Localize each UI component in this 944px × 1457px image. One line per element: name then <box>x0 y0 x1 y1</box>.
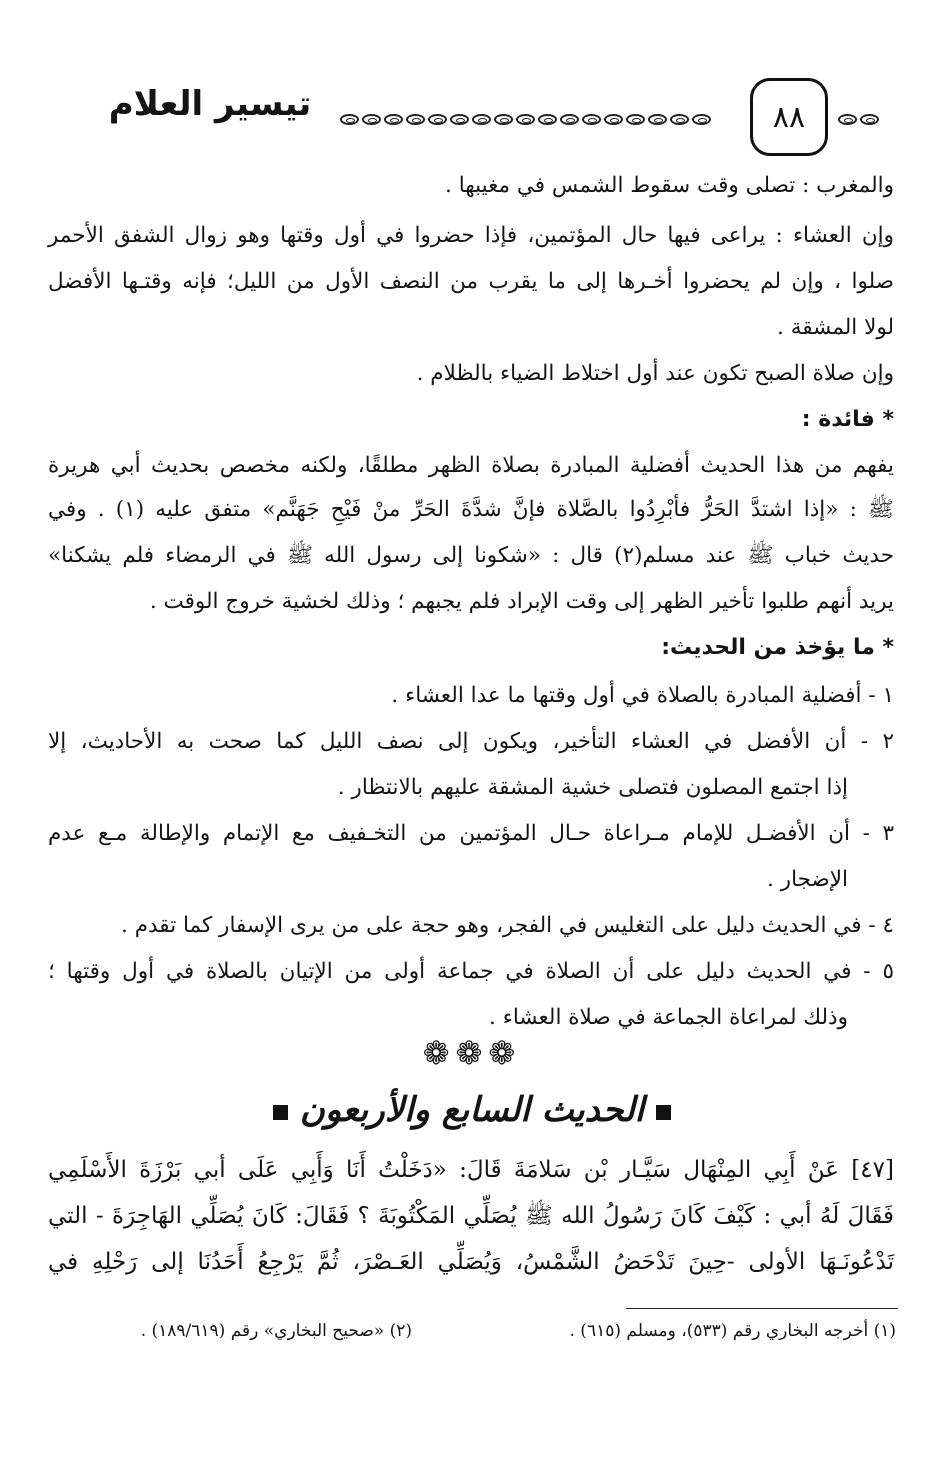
lesson-item-continuation: إذا اجتمع المصلون فتصلى خشية المشقة عليهم بالانتظار . <box>337 775 848 800</box>
hadith-line: فَقَالَ لَهُ أبي : كَيْفَ كَانَ رَسُولُ الله ﷺ يُصَلِّي المَكْتُوبَةَ ؟ فَقَالَ: كَانَ يُصَلِّي الهَاجِرَةَ - التي <box>48 1203 894 1229</box>
square-bullet-icon <box>273 1105 288 1120</box>
book-title: تيسير العلام <box>108 84 312 124</box>
page-header <box>90 78 900 162</box>
faida-heading: * فائدة : <box>801 407 894 432</box>
ornament-divider-icon <box>340 114 718 128</box>
hadith-line: تَدْعُونَـهَا الأولى -حِينَ تَدْحَضُ الشَّمْسُ، وَيُصَلِّي العَـصْرَ، ثُمَّ يَرْجِعُ أَحَدُنَا إلى رَحْلِهِ في <box>48 1249 894 1275</box>
ornament-small-icon <box>838 114 892 128</box>
faida-line: يفهم من هذا الحديث أفضلية المبادرة بصلاة الظهر مطلقًا، ولكنه مخصص بحديث أبي هريرة <box>48 453 894 478</box>
lessons-heading: * ما يؤخذ من الحديث: <box>661 635 894 660</box>
faida-line: يريد أنهم طلبوا تأخير الظهر إلى وقت الإبراد فلم يجبهم ؛ وذلك لخشية خروج الوقت . <box>149 589 894 614</box>
lesson-item-continuation: وذلك لمراعاة الجماعة في صلاة العشاء . <box>489 1005 848 1030</box>
paragraph-line: صلوا ، وإن لم يحضروا أخـرها إلى ما يقرب من النصف الأول من الليل؛ فإنه وقتـها الأفضل <box>48 269 894 294</box>
lesson-item: ٢ - أن الأفضل في العشاء التأخير، ويكون إلى نصف الليل كما صحت به الأحاديث، إلا <box>48 729 894 754</box>
section-title-text: الحديث السابع والأربعون <box>299 1090 645 1130</box>
footnote-divider <box>626 1308 898 1309</box>
footnote: (١) أخرجه البخاري رقم (٥٣٣)، ومسلم (٦١٥) . <box>569 1321 896 1341</box>
flower-separator-icon: ❁❁❁ <box>422 1034 522 1072</box>
page-number: ٨٨ <box>750 78 828 156</box>
paragraph-line: لولا المشقة . <box>777 315 894 340</box>
faida-line: ﷺ : «إذا اشتدَّ الحَرُّ فأبْرِدُوا بالصَّلاة فإنَّ شدَّةَ الحَرِّ منْ فَيْحِ جَهَنَّم» متفق عليه (١) . وفي <box>48 497 894 522</box>
square-bullet-icon <box>656 1105 671 1120</box>
section-title <box>0 1082 944 1138</box>
lesson-item: ٥ - في الحديث دليل على أن الصلاة في جماعة أولى من الإتيان بالصلاة في أول وقتها ؛ <box>48 959 894 984</box>
faida-line: حديث خباب ﷺ عند مسلم(٢) قال : «شكونا إلى رسول الله ﷺ في الرمضاء فلم يشكنا» <box>48 543 894 568</box>
footnote: (٢) «صحيح البخاري» رقم (١٨٩/٦١٩) . <box>140 1321 412 1341</box>
paragraph-line: وإن صلاة الصبح تكون عند أول اختلاط الضياء بالظلام . <box>416 361 894 386</box>
hadith-line: [٤٧] عَنْ أَبِي المِنْهَال سَيَّـار بْن سَلامَةَ قَالَ: «دَخَلْتُ أَنَا وَأَبِي عَلَى أبي بَرْزَةَ الأَسْلَمِي <box>48 1157 894 1183</box>
paragraph-line: وإن العشاء : يراعى فيها حال المؤتمين، فإذا حضروا في أول وقتها وهو زوال الشفق الأحمر <box>48 223 894 248</box>
lesson-item: ١ - أفضلية المبادرة بالصلاة في أول وقتها ما عدا العشاء . <box>391 683 894 708</box>
lesson-item: ٣ - أن الأفضـل للإمام مـراعاة حـال المؤتمين من التخـفيف مع الإتمام والإطالة مـع عدم <box>48 821 894 846</box>
lesson-item-continuation: الإضجار . <box>767 867 848 892</box>
lesson-item: ٤ - في الحديث دليل على التغليس في الفجر، وهو حجة على من يرى الإسفار كما تقدم . <box>121 913 894 938</box>
paragraph-line: والمغرب : تصلى وقت سقوط الشمس في مغيبها . <box>445 173 894 198</box>
